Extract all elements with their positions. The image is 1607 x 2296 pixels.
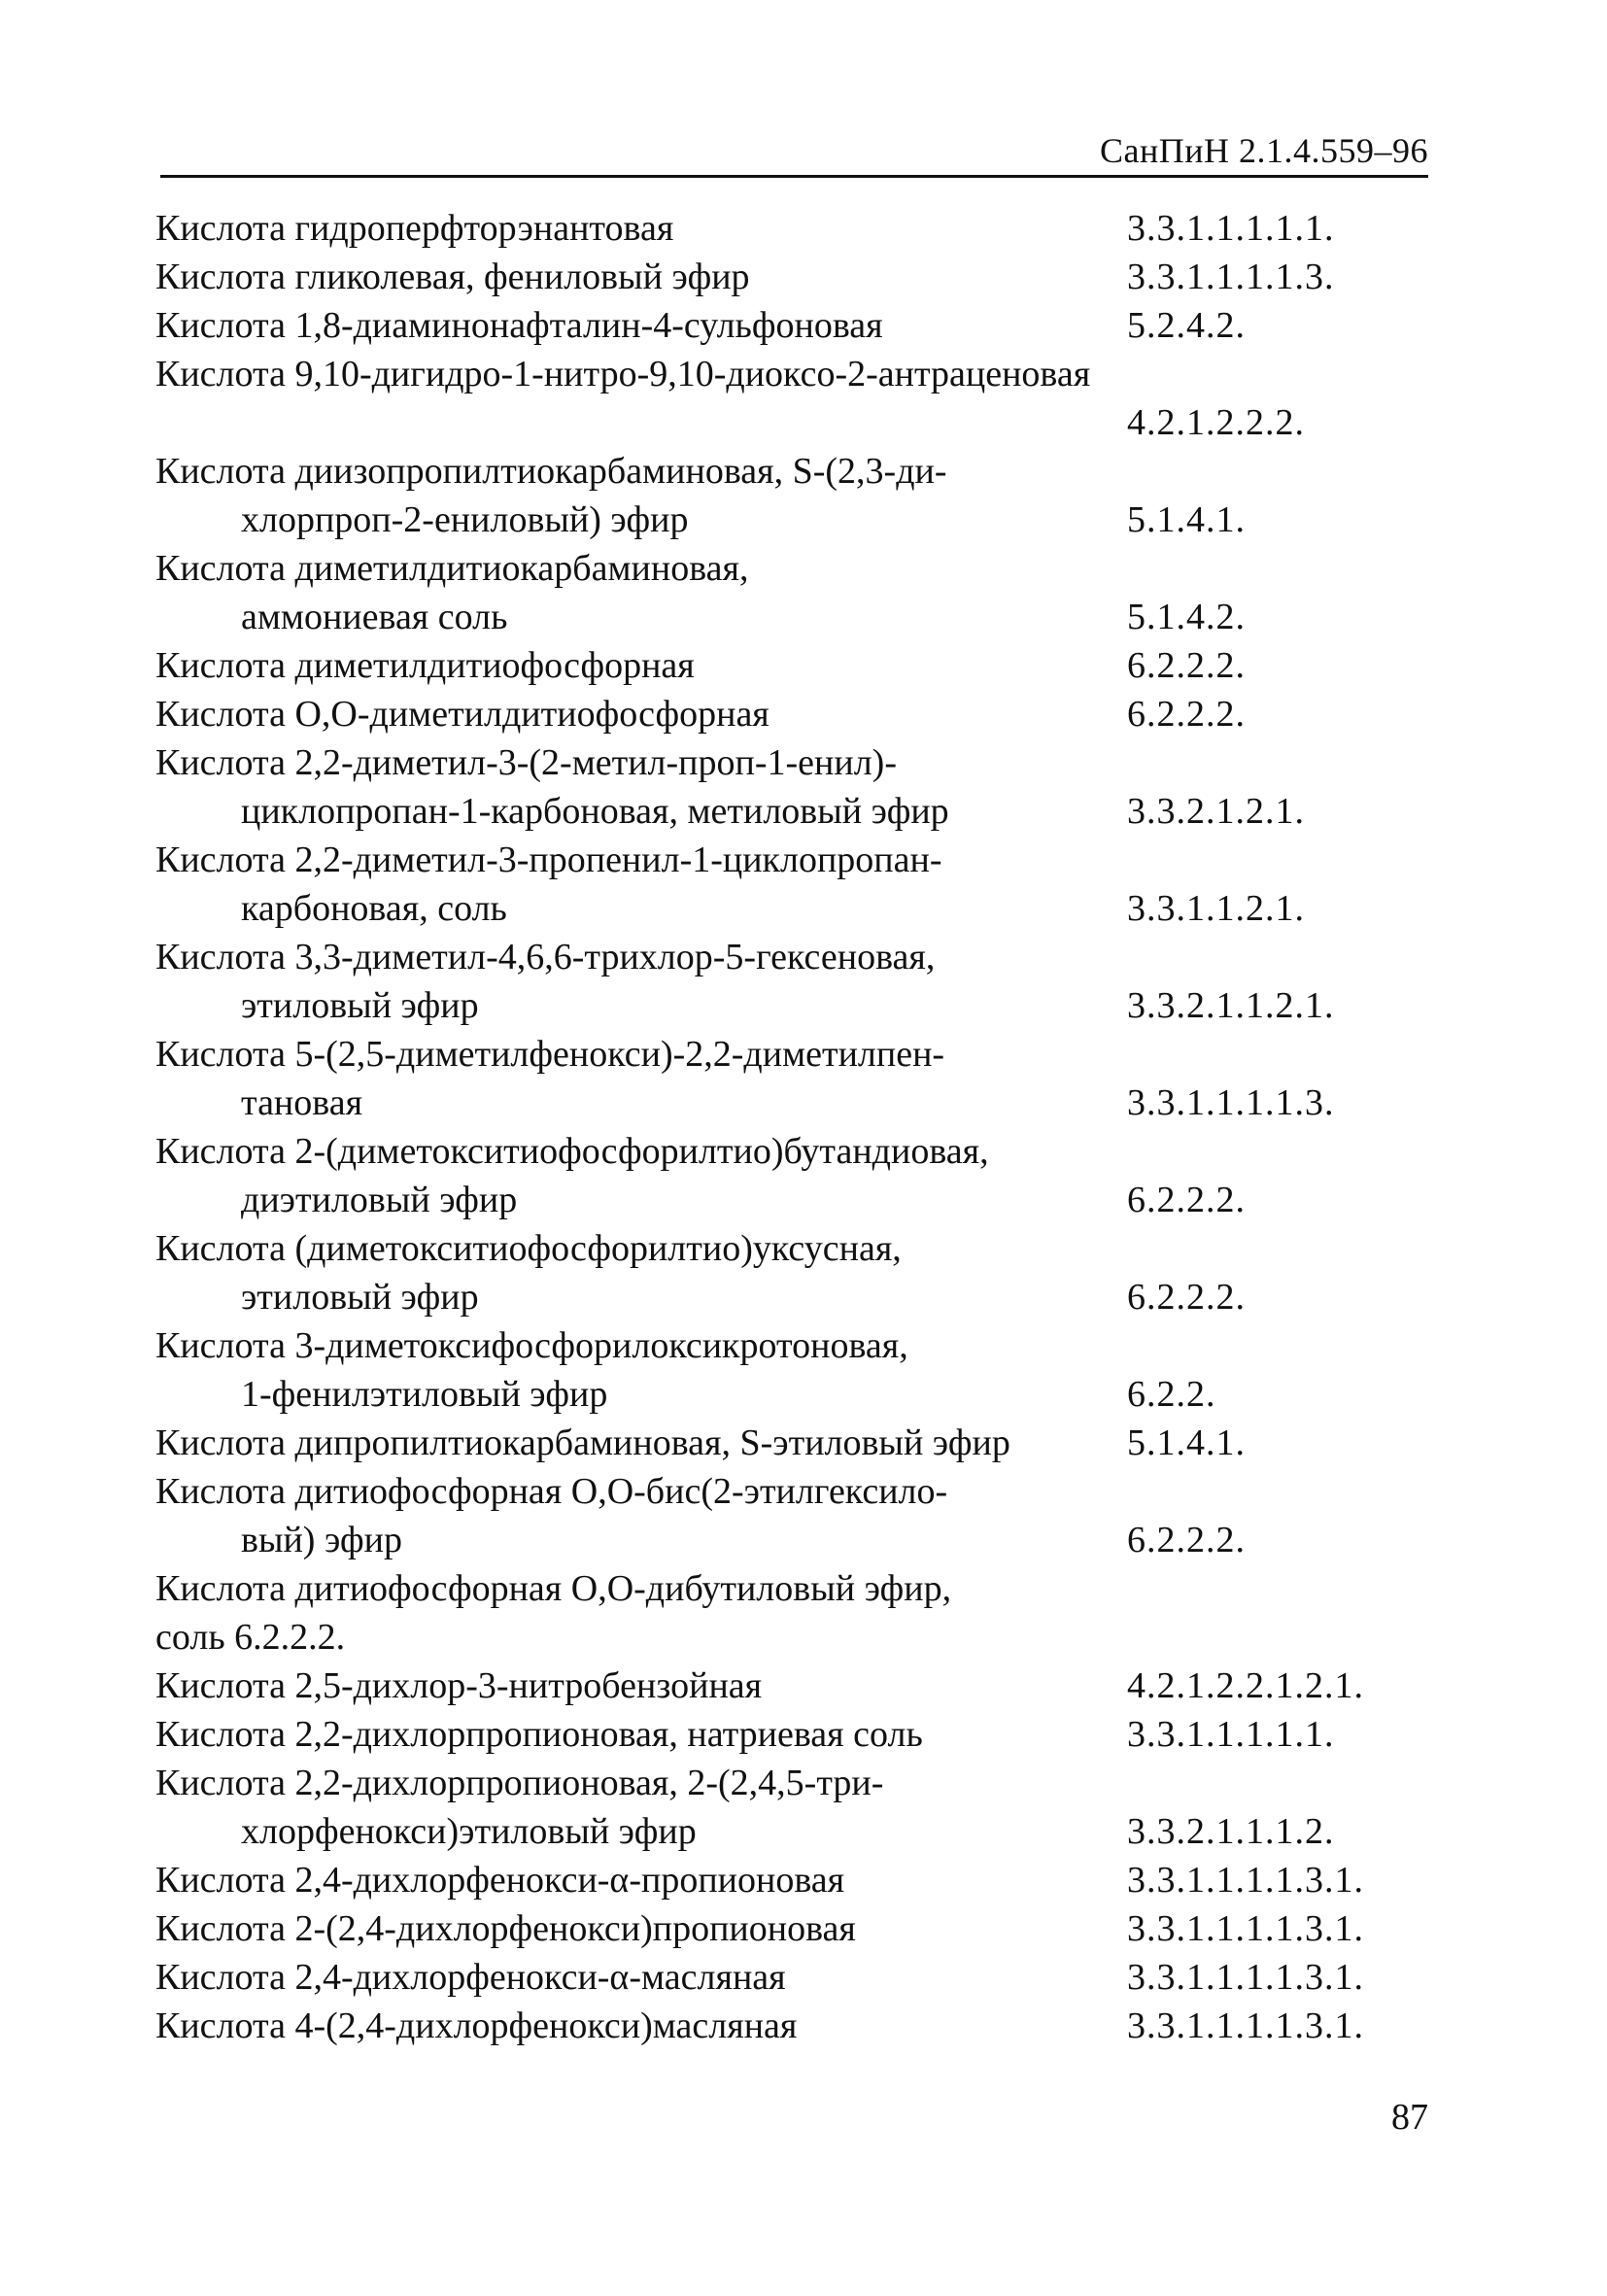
- substance-name: Кислота дипропилтиокарбаминовая, S-этиловый эфир: [155, 1422, 1010, 1463]
- index-entry: [155, 1467, 1428, 1564]
- substance-name: 1-фенилэтиловый эфир: [241, 1374, 608, 1415]
- index-entry: [155, 253, 1428, 301]
- index-entry: [155, 1419, 1428, 1467]
- substance-name: циклопропан-1-карбоновая, метиловый эфир: [241, 791, 949, 832]
- substance-name: аммониевая соль: [241, 597, 508, 637]
- index-entry: [155, 350, 1428, 447]
- index-entry: [155, 1662, 1428, 1710]
- index-entry-line: [155, 253, 1428, 301]
- index-entry: [155, 1127, 1428, 1224]
- substance-name: этиловый эфир: [241, 1277, 479, 1318]
- substance-name: Кислота дитиофосфорная О,О-бис(2-этилгексило-: [155, 1471, 948, 1512]
- index-entry: [155, 1321, 1428, 1419]
- page-number: 87: [1391, 2097, 1428, 2138]
- index-entry-line: [155, 787, 1428, 836]
- substance-name: Кислота 2,2-диметил-3-пропенил-1-циклопропан-: [155, 840, 942, 880]
- section-code: 3.3.1.1.1.1.3.: [1127, 257, 1335, 297]
- index-entry: [155, 1856, 1428, 1904]
- index-entry-line: [155, 496, 1428, 544]
- substance-name: Кислота 9,10-дигидро-1-нитро-9,10-диоксо-2-антраценовая: [155, 354, 1091, 394]
- substance-name: диэтиловый эфир: [241, 1180, 518, 1220]
- section-code: 3.3.2.1.2.1.: [1127, 791, 1305, 832]
- substance-name: тановая: [241, 1082, 363, 1123]
- substance-name: Кислота 2,2-диметил-3-(2-метил-проп-1-енил)-: [155, 742, 897, 783]
- section-code: 3.3.1.1.2.1.: [1127, 888, 1305, 929]
- section-code: 4.2.1.2.2.1.2.1.: [1127, 1665, 1364, 1706]
- index-entry-line: [155, 690, 1428, 738]
- substance-name: соль 6.2.2.2.: [155, 1617, 346, 1658]
- index-entry-line: [155, 1370, 1428, 1419]
- index-entry: [155, 641, 1428, 690]
- section-code: 3.3.1.1.1.1.1.: [1127, 1714, 1335, 1755]
- substance-name: Кислота дитиофосфорная О,О-дибутиловый эфир,: [155, 1568, 952, 1609]
- section-code: 3.3.1.1.1.1.3.: [1127, 1082, 1335, 1123]
- index-entry-line: [155, 1953, 1428, 2002]
- index-entry-line: [155, 1127, 1428, 1176]
- substance-name: Кислота гидроперфторэнантовая: [155, 208, 674, 249]
- running-header: СанПиН 2.1.4.559–96: [1099, 131, 1428, 170]
- index-entry: [155, 1030, 1428, 1127]
- index-entry-line: [155, 884, 1428, 933]
- substance-name: Кислота 2,4-дихлорфенокси-α-масляная: [155, 1957, 786, 1998]
- index-entry-line: [155, 1856, 1428, 1904]
- index-entry-line: [155, 593, 1428, 641]
- index-entry-line: [155, 1224, 1428, 1273]
- index-entry: [155, 544, 1428, 641]
- section-code: 6.2.2.2.: [1127, 694, 1246, 735]
- substance-name: Кислота 4-(2,4-дихлорфенокси)масляная: [155, 2005, 798, 2046]
- index-entry: [155, 1759, 1428, 1856]
- index-entry-line: [155, 1176, 1428, 1224]
- substance-name: вый) эфир: [241, 1520, 403, 1560]
- index-entry-line: [155, 204, 1428, 253]
- substance-name: хлорпроп-2-ениловый) эфир: [241, 499, 689, 540]
- index-entry-line: [155, 641, 1428, 690]
- section-code: 3.3.1.1.1.1.3.1.: [1127, 1860, 1364, 1901]
- index-entry-line: [155, 447, 1428, 496]
- substance-name: Кислота 2,2-дихлорпропионовая, натриевая соль: [155, 1714, 923, 1755]
- substance-name: Кислота 5-(2,5-диметилфенокси)-2,2-диметилпен-: [155, 1034, 945, 1075]
- index-entry: [155, 1953, 1428, 2002]
- index-entry: [155, 301, 1428, 350]
- index-entry-line: [155, 1662, 1428, 1710]
- index-entry: [155, 933, 1428, 1030]
- index-entry-line: [155, 933, 1428, 981]
- index-entry: [155, 1224, 1428, 1321]
- section-code: 6.2.2.2.: [1127, 1180, 1246, 1220]
- substance-name: Кислота диизопропилтиокарбаминовая, S-(2,3-ди-: [155, 451, 947, 492]
- section-code: 5.1.4.1.: [1127, 499, 1246, 540]
- section-code: 3.3.1.1.1.1.3.1.: [1127, 1908, 1364, 1949]
- index-entry-line: [155, 1516, 1428, 1564]
- section-code: 3.3.1.1.1.1.3.1.: [1127, 2005, 1364, 2046]
- index-entry: [155, 2002, 1428, 2050]
- index-entry-line: [155, 836, 1428, 884]
- index-entry: [155, 1564, 1428, 1662]
- section-code: 6.2.2.2.: [1127, 645, 1246, 686]
- index-entry-line: [155, 1710, 1428, 1759]
- section-code: 6.2.2.: [1127, 1374, 1216, 1415]
- substance-name: Кислота 2-(2,4-дихлорфенокси)пропионовая: [155, 1908, 856, 1949]
- index-entry-line: [155, 1030, 1428, 1079]
- index-entry: [155, 1710, 1428, 1759]
- index-entry-line: [155, 1564, 1428, 1613]
- substance-name: Кислота (диметокситиофосфорилтио)уксусная,: [155, 1228, 902, 1269]
- substance-name: Кислота 3,3-диметил-4,6,6-трихлор-5-гексеновая,: [155, 937, 936, 977]
- section-code: 6.2.2.2.: [1127, 1520, 1246, 1560]
- index-entry-line: [155, 544, 1428, 593]
- header-rule: [160, 175, 1428, 178]
- index-entry-line: [155, 1419, 1428, 1467]
- section-code: 4.2.1.2.2.2.: [1127, 402, 1305, 443]
- index-entry-line: [155, 301, 1428, 350]
- substance-name: этиловый эфир: [241, 985, 479, 1026]
- index-entry-list: [155, 204, 1428, 2050]
- substance-name: Кислота 2,4-дихлорфенокси-α-пропионовая: [155, 1860, 845, 1901]
- substance-name: Кислота 2,2-дихлорпропионовая, 2-(2,4,5-три-: [155, 1763, 884, 1803]
- index-entry-line: [155, 981, 1428, 1030]
- index-entry-line: [155, 1273, 1428, 1321]
- index-entry-line: [155, 2002, 1428, 2050]
- index-entry: [155, 836, 1428, 933]
- substance-name: хлорфенокси)этиловый эфир: [241, 1811, 697, 1852]
- index-entry-line: [155, 738, 1428, 787]
- section-code: 3.3.2.1.1.1.2.: [1127, 1811, 1335, 1852]
- substance-name: Кислота О,О-диметилдитиофосфорная: [155, 694, 769, 735]
- substance-name: карбоновая, соль: [241, 888, 507, 929]
- substance-name: Кислота 1,8-диаминонафталин-4-сульфоновая: [155, 305, 883, 346]
- substance-name: Кислота диметилдитиофосфорная: [155, 645, 695, 686]
- substance-name: Кислота 2,5-дихлор-3-нитробензойная: [155, 1665, 763, 1706]
- index-entry-line: [155, 1613, 1428, 1662]
- index-entry: [155, 738, 1428, 836]
- index-entry: [155, 204, 1428, 253]
- index-entry: [155, 447, 1428, 544]
- section-code: 6.2.2.2.: [1127, 1277, 1246, 1318]
- section-code: 5.1.4.2.: [1127, 597, 1246, 637]
- index-entry-line: [155, 1467, 1428, 1516]
- index-entry-line: [155, 1759, 1428, 1807]
- section-code: 3.3.2.1.1.2.1.: [1127, 985, 1335, 1026]
- substance-name: Кислота гликолевая, фениловый эфир: [155, 257, 750, 297]
- section-code: 3.3.1.1.1.1.3.1.: [1127, 1957, 1364, 1998]
- substance-name: Кислота 3-диметоксифосфорилоксикротоновая,: [155, 1325, 908, 1366]
- index-entry-line: [155, 1807, 1428, 1856]
- section-code: 5.2.4.2.: [1127, 305, 1246, 346]
- index-entry-line: [155, 1321, 1428, 1370]
- index-entry-line: [155, 1904, 1428, 1953]
- index-entry-line: [155, 350, 1428, 398]
- substance-name: Кислота диметилдитиокарбаминовая,: [155, 548, 749, 589]
- section-code: 5.1.4.1.: [1127, 1422, 1246, 1463]
- section-code: 3.3.1.1.1.1.1.: [1127, 208, 1335, 249]
- index-entry-line: [155, 1079, 1428, 1127]
- substance-name: Кислота 2-(диметокситиофосфорилтио)бутандиовая,: [155, 1131, 989, 1172]
- index-entry-line: [155, 398, 1428, 447]
- index-entry: [155, 1904, 1428, 1953]
- index-entry: [155, 690, 1428, 738]
